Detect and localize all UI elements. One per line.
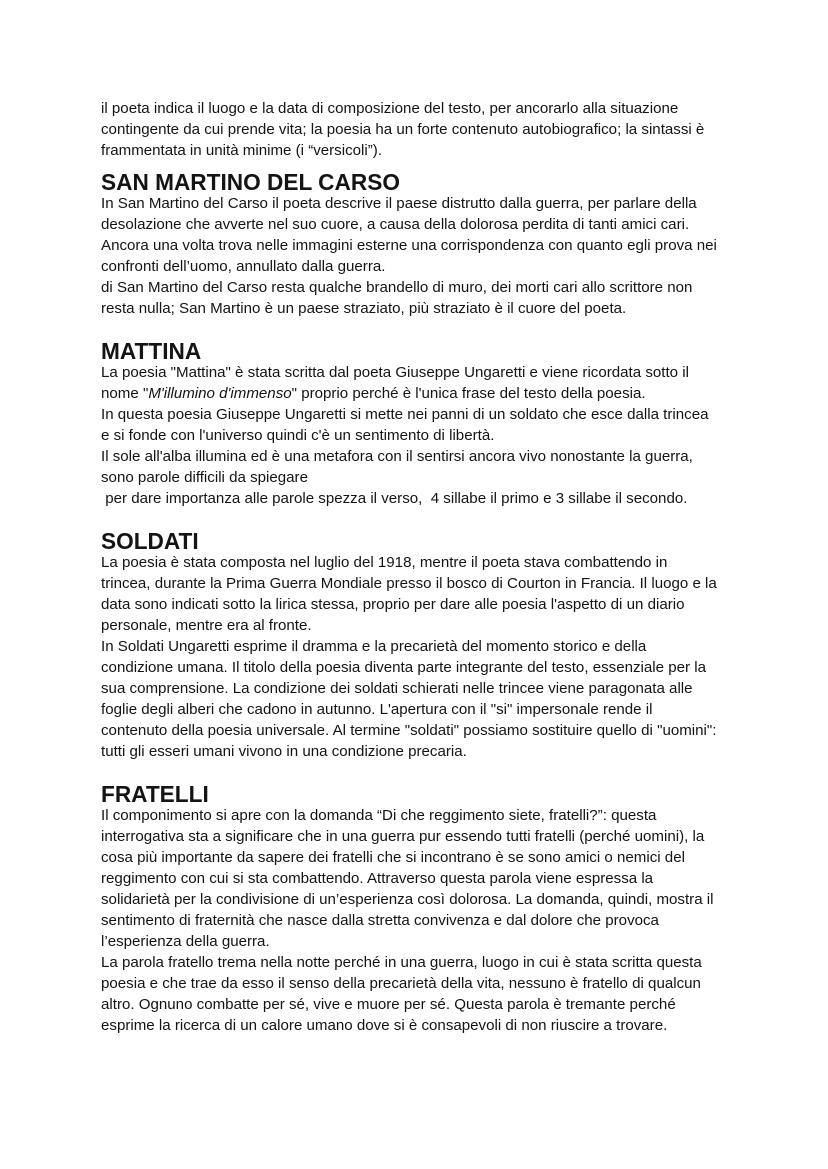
text-line: La poesia è stata composta nel luglio del 1918, mentre il poeta stava combattendo in <box>101 554 668 571</box>
fratelli-paragraph <box>101 805 741 1036</box>
text-line: sua comprensione. La condizione dei soldati schierati nelle trincee viene paragonata alle <box>101 680 693 697</box>
section-heading-soldati: SOLDATI <box>101 528 199 554</box>
text-line: il poeta indica il luogo e la data di composizione del testo, per ancorarlo alla situazione <box>101 100 679 117</box>
text-line: poesia e che trae da esso il senso della precarietà della vita, nessuno è fratello di qualcun <box>101 975 701 992</box>
text-line: contenuto della poesia universale. Al termine "soldati" possiamo sostituire quello di "uomini": <box>101 722 717 739</box>
text-line: resta nulla; San Martino è un paese straziato, più straziato è il cuore del poeta. <box>101 300 627 317</box>
intro-paragraph <box>101 98 741 161</box>
text-fragment: nome " <box>101 385 149 402</box>
text-line: desolazione che avverte nel suo cuore, a causa della dolorosa perdita di tanti amici cari. <box>101 216 690 233</box>
text-line: data sono indicati sotto la lirica stessa, proprio per dare alle poesia l'aspetto di un diario <box>101 596 685 613</box>
text-line: di San Martino del Carso resta qualche brandello di muro, dei morti cari allo scrittore non <box>101 279 693 296</box>
text-line: sono parole difficili da spiegare <box>101 469 308 486</box>
text-line: reggimento con cui si sta combattendo. Attraverso questa parola viene espressa la <box>101 870 654 887</box>
text-line: interrogativa sta a significare che in una guerra pur essendo tutti fratelli (perché uomini), la <box>101 828 705 845</box>
section-heading-fratelli: FRATELLI <box>101 781 209 807</box>
text-line: frammentata in unità minime (i “versicoli”). <box>101 142 382 159</box>
text-line: solidarietà per la condivisione di un’esperienza così dolorosa. La domanda, quindi, mostra il <box>101 891 714 908</box>
text-fragment: " proprio perché è l'unica frase del testo della poesia. <box>291 385 646 402</box>
text-line: sentimento di fraternità che nasce dalla stretta convivenza e dal dolore che provoca <box>101 912 659 929</box>
text-line: In questa poesia Giuseppe Ungaretti si mette nei panni di un soldato che esce dalla trincea <box>101 406 709 423</box>
text-line: personale, mentre era al fronte. <box>101 617 312 634</box>
text-line <box>101 383 741 404</box>
italic-quote: M'illumino d'immenso <box>148 385 292 402</box>
section-heading-mattina: MATTINA <box>101 338 202 364</box>
text-line: per dare importanza alle parole spezza il verso, 4 sillabe il primo e 3 sillabe il secondo. <box>101 490 688 507</box>
text-line: l’esperienza della guerra. <box>101 933 270 950</box>
text-line: Ancora una volta trova nelle immagini esterne una corrispondenza con quanto egli prova nei <box>101 237 717 254</box>
text-line: La poesia "Mattina" è stata scritta dal poeta Giuseppe Ungaretti e viene ricordata sotto il <box>101 364 689 381</box>
soldati-paragraph <box>101 552 741 762</box>
text-line: contingente da cui prende vita; la poesia ha un forte contenuto autobiografico; la sintassi è <box>101 121 705 138</box>
text-line: e si fonde con l'universo quindi c'è un sentimento di libertà. <box>101 427 495 444</box>
text-line: tutti gli esseri umani vivono in una condizione precaria. <box>101 743 467 760</box>
section-heading-san-martino: SAN MARTINO DEL CARSO <box>101 169 400 195</box>
text-line: cosa più importante da sapere dei fratelli che si incontrano è se sono amici o nemici del <box>101 849 685 866</box>
text-line: condizione umana. Il titolo della poesia diventa parte integrante del testo, essenziale per la <box>101 659 706 676</box>
text-line: In Soldati Ungaretti esprime il dramma e la precarietà del momento storico e della <box>101 638 647 655</box>
text-line: La parola fratello trema nella notte perché in una guerra, luogo in cui è stata scritta questa <box>101 954 702 971</box>
text-line: Il sole all'alba illumina ed è una metafora con il sentirsi ancora vivo nonostante la guerra, <box>101 448 693 465</box>
mattina-paragraph <box>101 362 741 509</box>
text-line: foglie degli alberi che cadono in autunno. L'apertura con il "si" impersonale rende il <box>101 701 653 718</box>
text-line: altro. Ognuno combatte per sé, vive e muore per sé. Questa parola è tremante perché <box>101 996 676 1013</box>
text-line: confronti dell’uomo, annullato dalla guerra. <box>101 258 386 275</box>
text-line: trincea, durante la Prima Guerra Mondiale presso il bosco di Courton in Francia. Il luogo e la <box>101 575 717 592</box>
text-line: esprime la ricerca di un calore umano dove si è consapevoli di non riuscire a trovare. <box>101 1017 668 1034</box>
document-body <box>101 98 741 1036</box>
san-martino-paragraph <box>101 193 741 319</box>
text-line: Il componimento si apre con la domanda “Di che reggimento siete, fratelli?”: questa <box>101 807 657 824</box>
text-line: In San Martino del Carso il poeta descrive il paese distrutto dalla guerra, per parlare della <box>101 195 697 212</box>
